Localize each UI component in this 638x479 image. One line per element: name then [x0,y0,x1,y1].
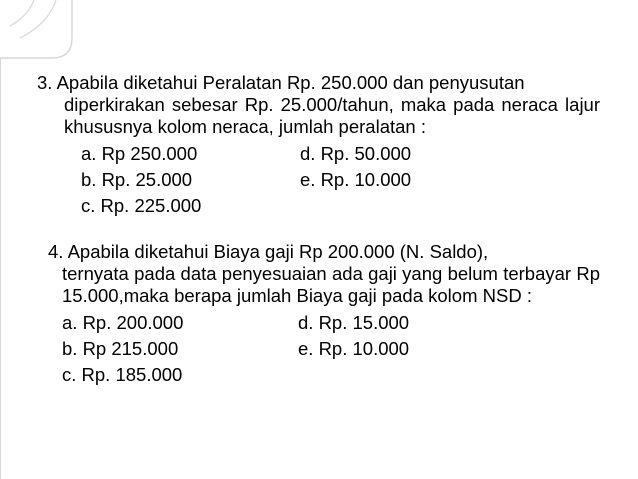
option-d: d. Rp. 50.000 [300,143,412,164]
option-e: e. Rp. 10.000 [298,338,410,359]
question-4-stem [48,241,600,307]
question-4-options [48,310,600,388]
option-e: e. Rp. 10.000 [300,169,412,190]
option-b: b. Rp. 25.000 [81,169,193,190]
question-3-rest: diperkirakan sebesar Rp. 25.000/tahun, maka pada neraca lajur khususnya kolom neraca, jumlah peralatan : [64,94,600,137]
question-4 [48,241,600,388]
question-3-options [37,141,600,219]
option-c: c. Rp. 225.000 [81,195,202,216]
question-number: 4. [48,241,64,262]
option-d: d. Rp. 15.000 [298,312,410,333]
question-3-stem [37,72,600,138]
question-4-rest: ternyata pada data penyesuaian ada gaji yang belum terbayar Rp 15.000,maka berapa jumlah Biaya gaji pada kolom NSD : [62,263,600,306]
option-c: c. Rp. 185.000 [62,364,183,385]
question-number: 3. [37,72,53,93]
question-3 [37,72,600,219]
option-a: a. Rp. 200.000 [62,312,184,333]
option-a: a. Rp 250.000 [81,143,198,164]
question-4-line1: Apabila diketahui Biaya gaji Rp 200.000 (N. Saldo), [67,241,489,262]
question-3-line1: Apabila diketahui Peralatan Rp. 250.000 dan penyusutan [56,72,525,93]
option-b: b. Rp 215.000 [62,338,179,359]
